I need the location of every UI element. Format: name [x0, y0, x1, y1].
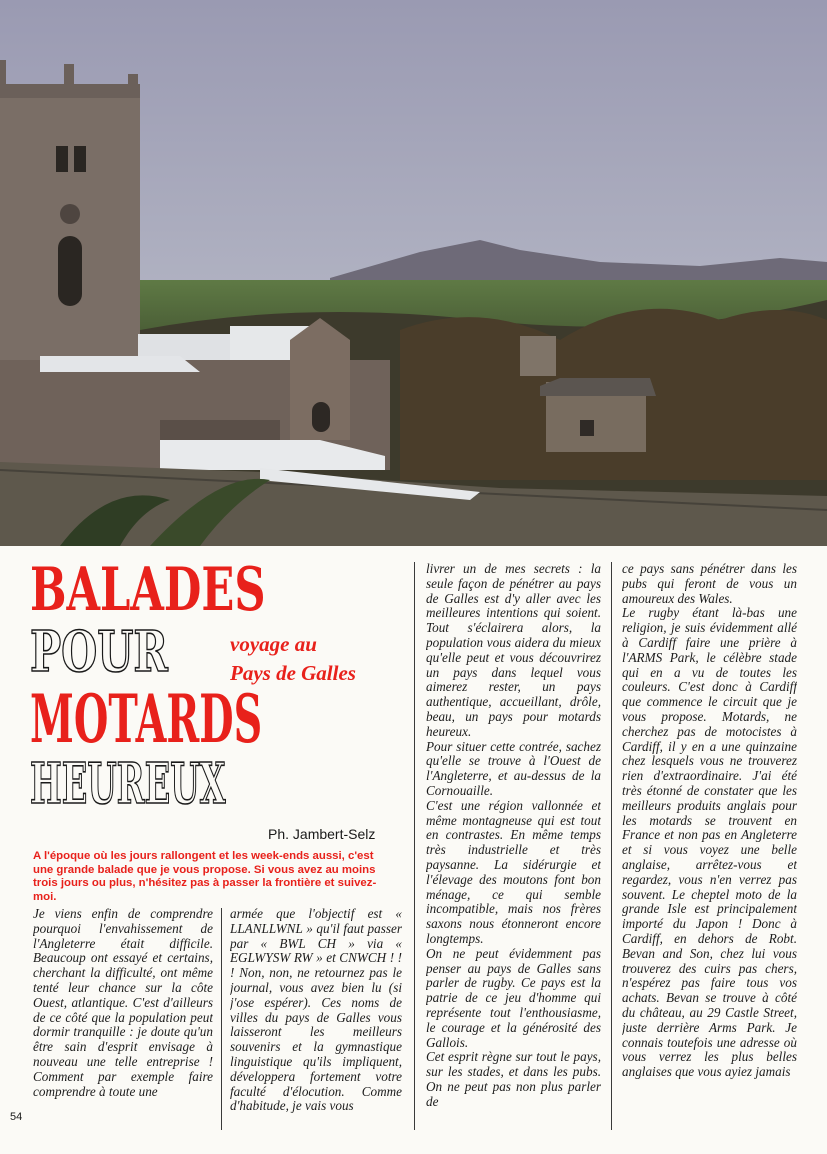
paragraph: armée que l'objectif est « LLANLLWNL » qu'il faut passer par « BWL CH » via « EGLWYSW RW » et CNWCH ! ! ! Non, non, ne retournez pas le journal, vous avez bien lu (si j'ose espérer). Ces noms de villes du pays de Galles vous laisseront les meilleurs souvenirs et la gymnastique linguistique qu'ils impliquent, développera fortement votre faculté d'élocution. Comme d'habitude, je vais vous	[230, 907, 402, 1114]
paragraph: C'est une région vallonnée et même montagneuse qui est tout en contrastes. En même temps très industrielle et très paysanne. La sidérurgie et l'élevage des moutons font bon ménage, ce qui semble incompatible, mais nos frères saxons nous étonneront encore longtemps.	[426, 797, 601, 946]
column-4	[622, 562, 797, 1132]
landscape-image	[0, 0, 827, 546]
subtitle-pays-de-galles: Pays de Galles	[230, 661, 356, 685]
paragraph: livrer un de mes secrets : la seule façon de pénétrer au pays de Galles est d'y aller avec les meilleures intentions qui soient. Tout s'éclairera alors, la population vous aidera du mieux qu'elle peut et vous découvrirez un pays dans lequel vous aimerez rester, un pays authentique, accueillant, drôle, beau, un pays pour motards heureux.	[426, 562, 601, 739]
article-title	[30, 555, 400, 830]
header-photo	[0, 0, 827, 546]
title-line-heureux: HEUREUX	[30, 751, 226, 817]
title-line-pour: POUR	[30, 619, 168, 685]
column-divider	[611, 562, 612, 1130]
paragraph: Pour situer cette contrée, sachez qu'elle se trouve à l'Ouest de l'Angleterre, et au-dessus de la Cornouaille.	[426, 738, 601, 798]
column-2	[230, 907, 402, 1133]
title-line-motards: MOTARDS	[30, 680, 263, 758]
column-divider	[221, 908, 222, 1130]
paragraph: Le rugby étant là-bas une religion, je suis évidemment allé à Cardiff faire une prière à l'ARMS Park, le célèbre stade qui en a vu de toutes les couleurs. C'est donc à Cardiff que commence le circuit que je vous propose. Motards, ne cherchez pas de motocistes à Cardiff, il y en a une quinzaine chez lesquels vous ne trouverez rien d'extraordinaire. J'ai été très étonné de constater que les meilleurs produits anglais pour les motards se trouvent en France et non pas en Angleterre et si vous voyez une belle anglaise, arrêtez-vous et regardez, vous n'en verrez pas souvent. Le cheptel moto de la grande Isle est principalement importé du Japon ! Donc à Cardiff, en dehors de Robt. Bevan and Son, chez lui vous trouverez des cuirs pas chers, n'espérez pas faire tous vos achats. Bevan se trouve à côté du château, au 29 Castle Street, juste derrière Arms Park. Je connais toutefois une adresse où vous verrez les plus belles anglaises que vous ayiez jamais	[622, 605, 797, 1080]
paragraph: Je viens enfin de comprendre pourquoi l'envahissement de l'Angleterre était difficile. Beaucoup ont essayé et certains, cherchant la difficulté, ont même tenté leur chance sur la côte Ouest, atlantique. C'est d'ailleurs de ce côté que la population peut dormir tranquille : je doute qu'un être sain d'esprit envisage à nouveau une telle entreprise ! Comment par exemple faire comprendre à toute une	[33, 907, 213, 1099]
author-byline: Ph. Jambert-Selz	[268, 826, 376, 842]
column-1	[33, 907, 213, 1133]
paragraph: On ne peut évidemment pas penser au pays de Galles sans parler de rugby. Ce pays est la patrie de ce jeu d'homme qui représente tout l'enthousiasme, le courage et la générosité des Gallois.	[426, 945, 601, 1050]
page-number: 54	[10, 1111, 23, 1123]
column-3	[426, 562, 601, 1132]
intro-paragraph: A l'époque où les jours rallongent et les week-ends aussi, c'est une grande balade que je vous propose. Si vous avez au moins trois jours ou plus, n'hésitez pas à passer la frontière et suivez-moi.	[33, 850, 377, 903]
column-divider	[414, 562, 415, 1130]
subtitle-voyage: voyage au	[230, 632, 317, 656]
paragraph: ce pays sans pénétrer dans les pubs qui feront de vous un amoureux des Wales.	[622, 562, 797, 606]
paragraph: Cet esprit règne sur tout le pays, sur les stades, et dans les pubs. On ne peut pas non plus parler de	[426, 1049, 601, 1109]
title-line-balades: BALADES	[30, 555, 266, 625]
